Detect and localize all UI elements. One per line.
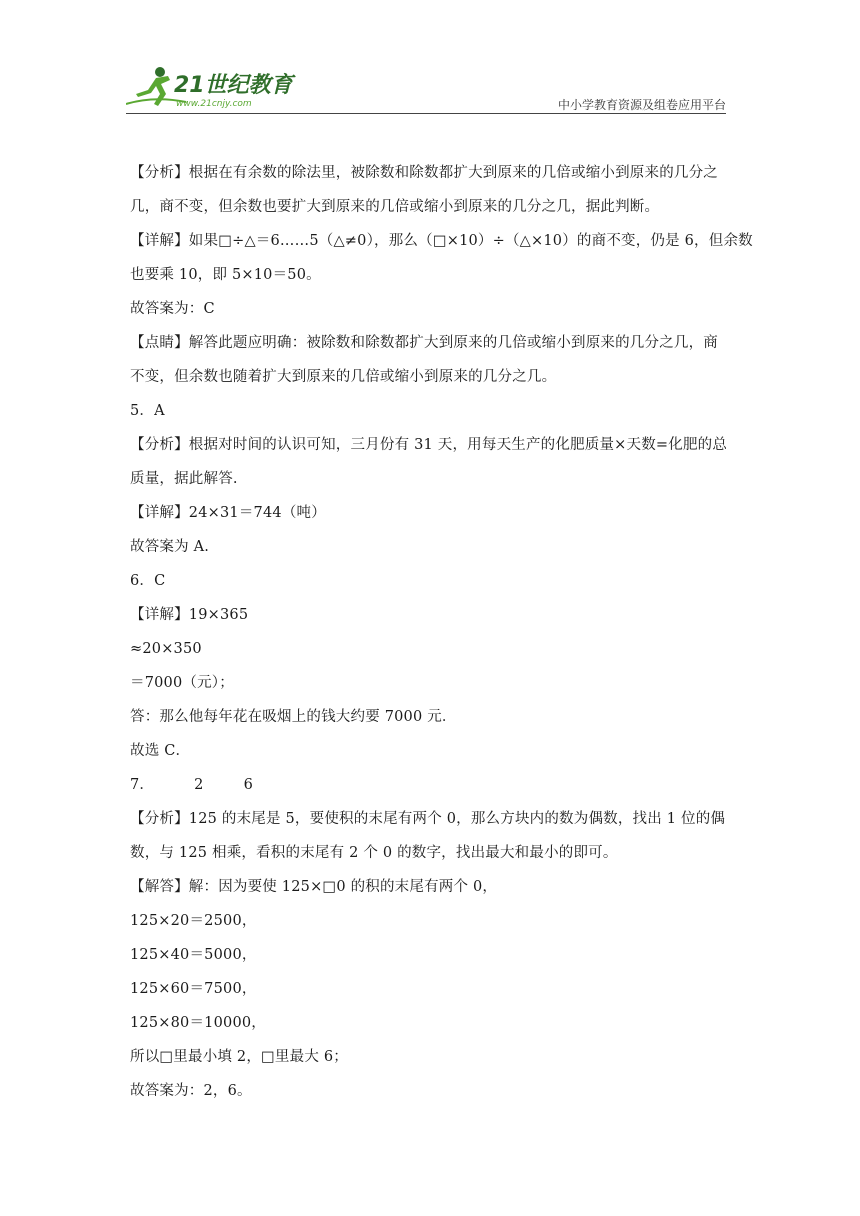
text-line: 答：那么他每年花在吸烟上的钱大约要 7000 元． (130, 709, 457, 725)
text-line: 125×40＝5000， (130, 947, 257, 963)
header-tagline: 中小学教育资源及组卷应用平台 (557, 98, 726, 112)
logo-main-text: 21世纪教育 (174, 73, 293, 98)
question-number: 7． (130, 777, 155, 793)
text-line: 【点睛】解答此题应明确：被除数和除数都扩大到原来的几倍或缩小到原来的几分之几，商 (130, 335, 718, 351)
answer-value: 6 (243, 777, 254, 793)
header-divider (126, 113, 726, 114)
text-line: 【分析】根据在有余数的除法里，被除数和除数都扩大到原来的几倍或缩小到原来的几分之 (130, 165, 718, 181)
text-line: 【详解】19×365 (130, 607, 249, 623)
text-line: 故答案为 A. (130, 539, 210, 555)
answer-value: 2 (194, 777, 204, 793)
text-line: 【详解】如果□÷△＝6……5（△≠0），那么（□×10）÷（△×10）的商不变，仍是 6，但余数 (130, 233, 753, 249)
logo-sub-text: www.21cnjy.com (176, 99, 252, 109)
text-line: 125×60＝7500， (130, 981, 257, 997)
text-line: 不变，但余数也随着扩大到原来的几倍或缩小到原来的几分之几。 (130, 369, 557, 385)
text-line: 故答案为：2，6。 (130, 1083, 252, 1099)
text-line: 数，与 125 相乘，看积的末尾有 2 个 0 的数字，找出最大和最小的即可。 (130, 845, 618, 861)
question-number: 5．A (130, 403, 165, 419)
text-line: ≈20×350 (130, 641, 202, 657)
question-number: 6．C (130, 573, 166, 589)
text-line: 所以□里最小填 2，□里最大 6； (130, 1049, 348, 1065)
page-header (126, 64, 726, 114)
text-line: 故选 C． (130, 743, 191, 759)
text-line: 125×20＝2500， (130, 913, 257, 929)
text-line: 也要乘 10，即 5×10＝50。 (130, 267, 321, 283)
text-line: 几，商不变，但余数也要扩大到原来的几倍或缩小到原来的几分之几，据此判断。 (130, 199, 660, 215)
question-7-answer (130, 768, 732, 802)
text-line: 125×80＝10000， (130, 1015, 267, 1031)
text-line: 【分析】根据对时间的认识可知，三月份有 31 天，用每天生产的化肥质量×天数=化肥的总 (130, 437, 728, 453)
text-line: 【详解】24×31＝744（吨） (130, 505, 326, 521)
logo (126, 64, 296, 110)
text-line: 质量，据此解答. (130, 471, 238, 487)
document-body (130, 156, 753, 1108)
text-line: ＝7000（元）； (130, 675, 234, 691)
text-line: 故答案为：C (130, 301, 215, 317)
text-line: 【分析】125 的末尾是 5，要使积的末尾有两个 0，那么方块内的数为偶数，找出 1 位的偶 (130, 811, 726, 827)
text-line: 【解答】解：因为要使 125×□0 的积的末尾有两个 0， (130, 879, 498, 895)
